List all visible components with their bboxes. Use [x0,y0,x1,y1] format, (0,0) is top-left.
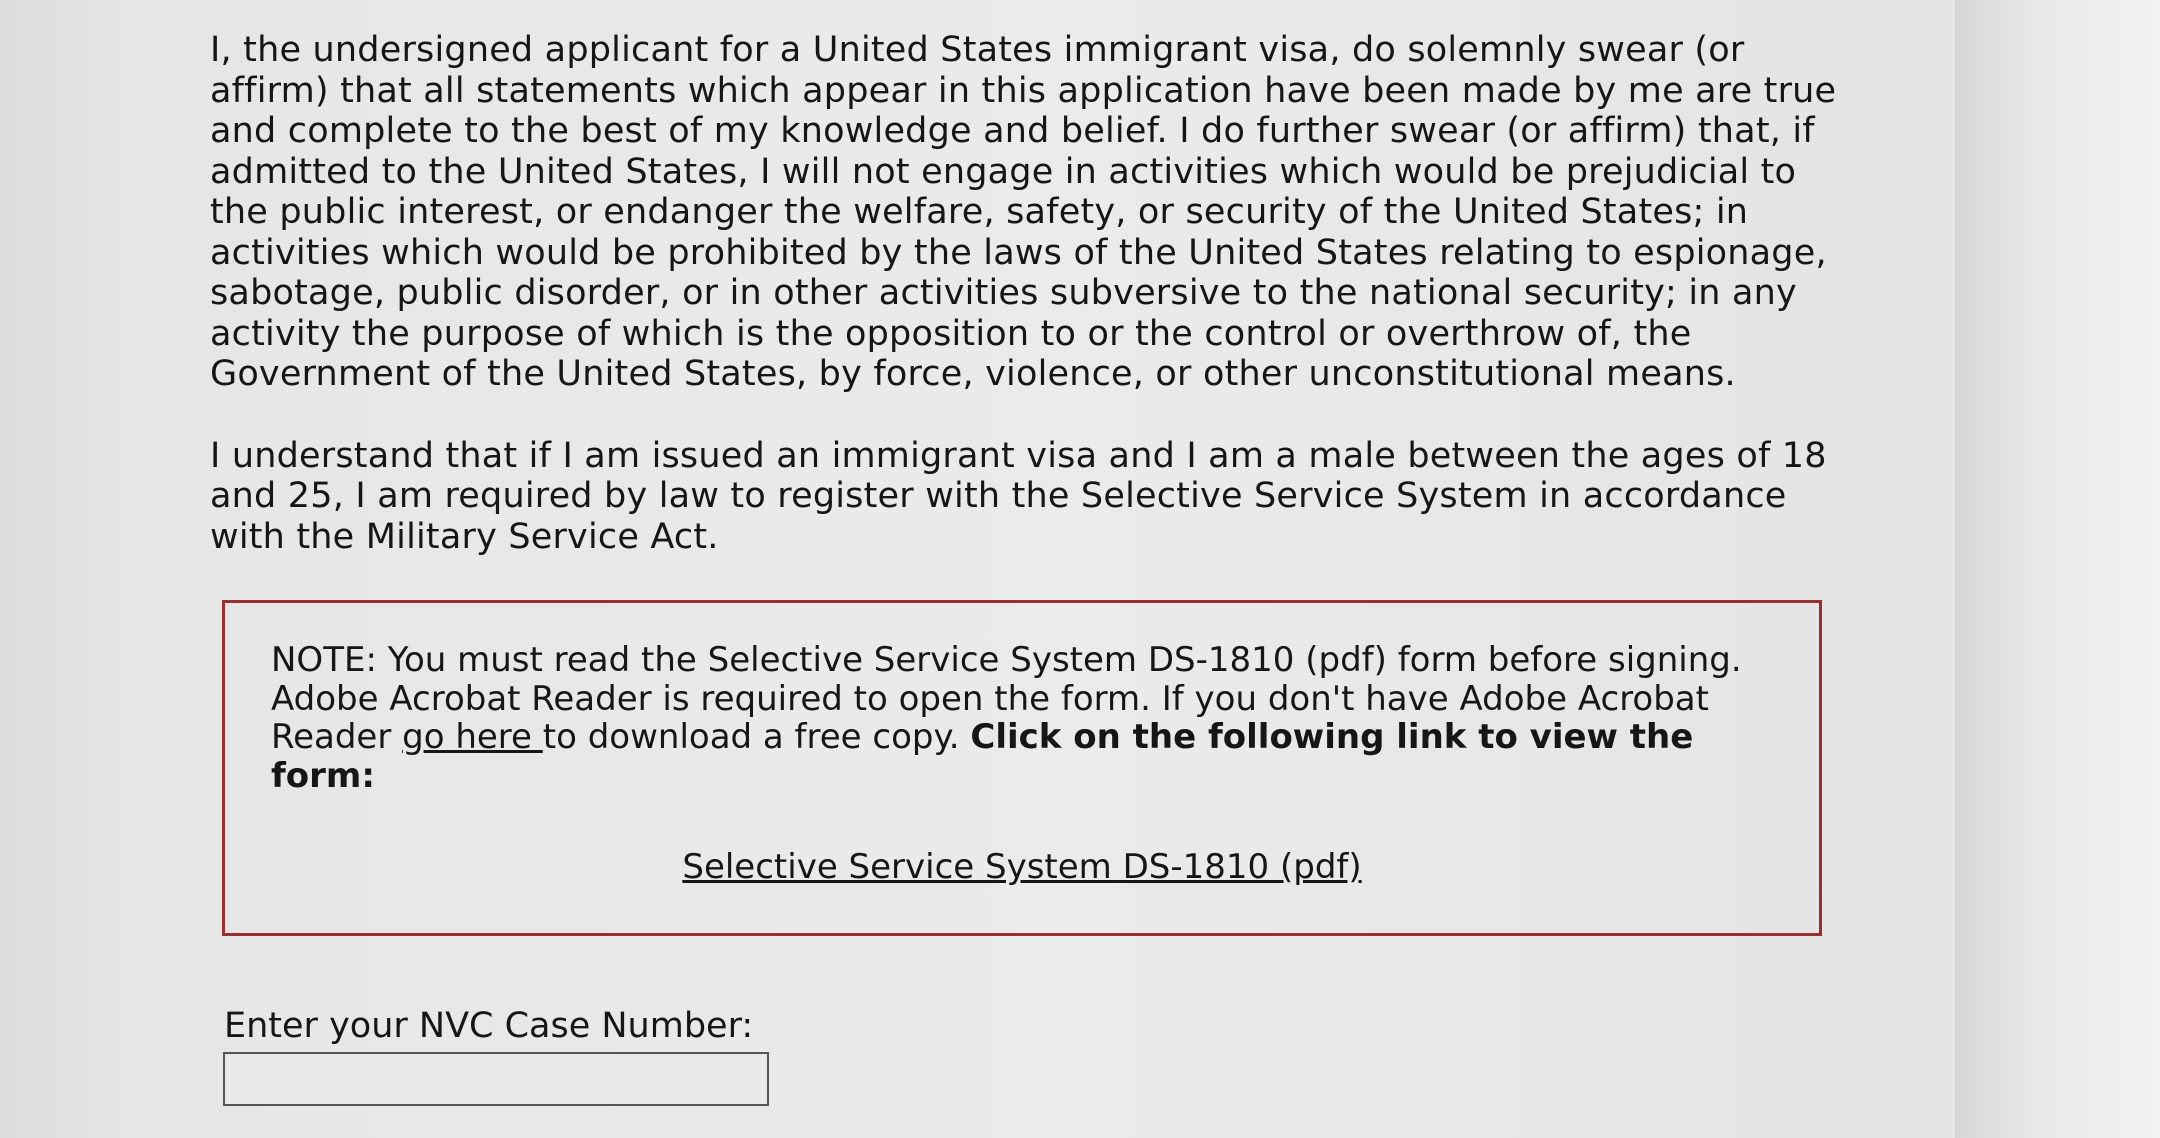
case-number-input[interactable] [223,1052,769,1106]
note-text-download: to download a free copy. [542,717,971,757]
selective-service-paragraph: I understand that if I am issued an immigrant visa and I am a male between the ages of 18 and 25, I am required by law to register with the Selective Service System in accordance with the Military Service Act. [210,435,1827,557]
note-text-intro: NOTE: You must read the Selective Service System DS-1810 (pdf) form before signing. Adobe Acrobat Reader is required to open the form. If you don't have Adobe Acrobat Reader [271,640,1742,757]
note-instruction: Click on the following link to view the form: [271,717,1694,796]
case-number-label: Enter your NVC Case Number: [224,1006,754,1046]
form-link-container [225,847,1819,887]
oath-section [210,30,1850,557]
note-box [222,600,1822,936]
right-bezel [1955,0,2160,1138]
note-text [271,641,1771,795]
go-here-link[interactable]: go here [402,717,543,757]
ds-1810-form-link[interactable]: Selective Service System DS-1810 (pdf) [682,847,1362,887]
oath-paragraph: I, the undersigned applicant for a United States immigrant visa, do solemnly swear (or affirm) that all statements which appear in this application have been made by me are true and complete to the best of my knowledge and belief. I do further swear (or affirm) that, if admitted to the United States, I will not engage in activities which would be prejudicial to the public interest, or endanger the welfare, safety, or security of the United States; in activities which would be prohibited by the laws of the United States relating to espionage, sabotage, public disorder, or in other activities subversive to the national security; in any activity the purpose of which is the opposition to or the control or overthrow of, the Government of the United States, by force, violence, or other unconstitutional means. [210,30,1837,394]
